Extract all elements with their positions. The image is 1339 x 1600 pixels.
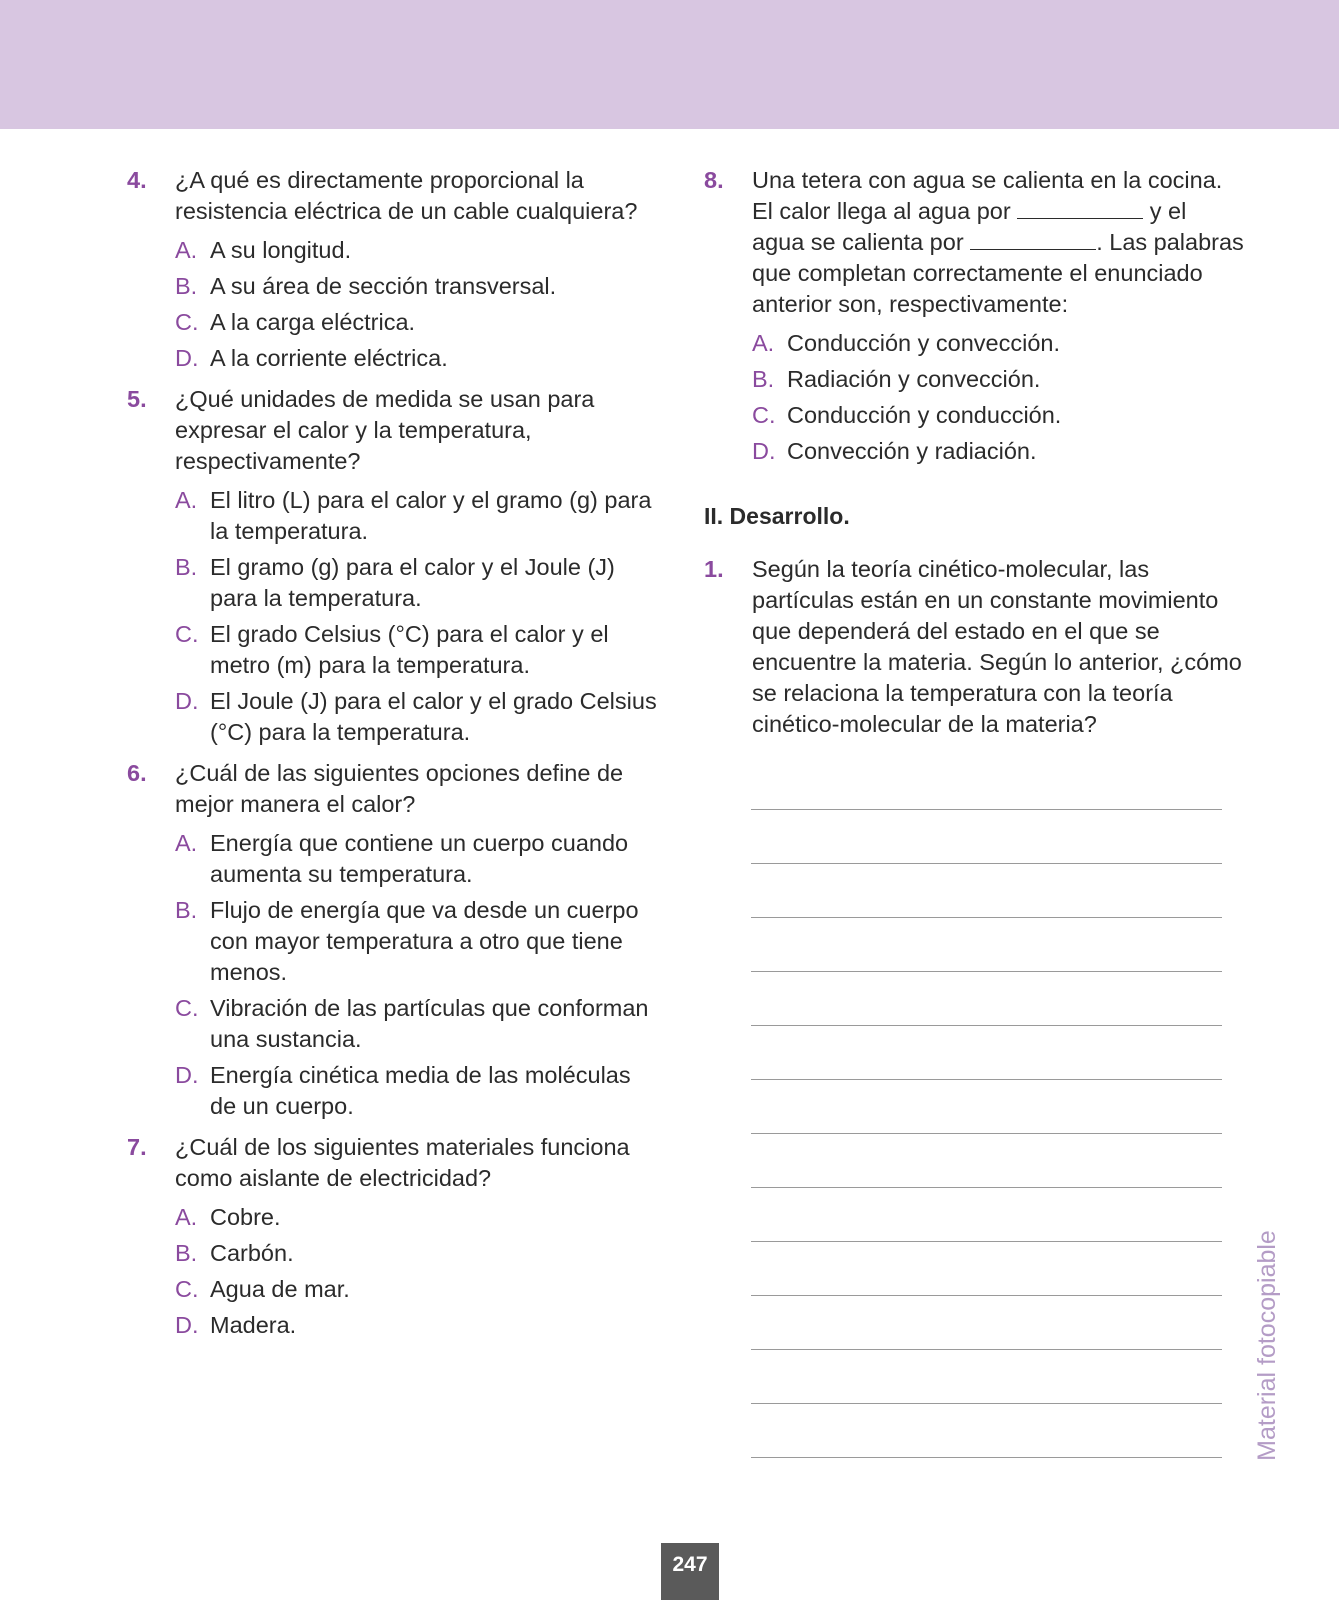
option-a [175,828,657,890]
option-c [752,400,1244,431]
option-d [175,1060,657,1122]
left-column [127,165,657,1346]
question-text: Según la teoría cinético-molecular, las partículas están en un constante movimiento que dependerá del estado en el que se encuentre la materia. Según lo anterior, ¿cómo se relaciona la temperatura con la teoría cinético-molecular de la materia? [752,556,1242,737]
answer-line[interactable] [751,918,1222,972]
option-letter: D. [175,345,199,371]
option-c [175,619,657,681]
option-letter: B. [175,1240,198,1266]
question-text-part-1: Una tetera con agua se calienta en la cocina. El calor llega al agua por [752,167,1223,224]
option-letter: D. [175,688,199,714]
fill-blank-1[interactable] [1017,199,1143,219]
option-letter: A. [175,1204,198,1230]
option-letter: A. [175,237,198,263]
section-title: II. Desarrollo. [704,503,850,529]
question-text: ¿Cuál de los siguientes materiales funciona como aislante de electricidad? [175,1134,630,1191]
question-4 [127,165,657,374]
option-letter: C. [175,995,199,1021]
option-text: A su área de sección transversal. [210,273,557,299]
option-text: A su longitud. [210,237,352,263]
question-text [752,165,1244,320]
option-text: Radiación y convección. [787,366,1041,392]
question-number: 4. [127,167,147,193]
answer-area[interactable] [751,756,1222,1458]
question-text: ¿Cuál de las siguientes opciones define de mejor manera el calor? [175,760,624,817]
options-list [175,1202,657,1341]
option-a [175,235,657,266]
side-label [1247,1229,1287,1461]
question-6 [127,758,657,1122]
option-text: Convección y radiación. [787,438,1037,464]
answer-line[interactable] [751,972,1222,1026]
option-text: El gramo (g) para el calor y el Joule (J) para la temperatura. [210,554,615,611]
question-number: 1. [704,556,724,582]
question-8 [704,165,1244,467]
option-text: Conducción y convección. [787,330,1061,356]
answer-line[interactable] [751,1296,1222,1350]
option-text: El grado Celsius (°C) para el calor y el metro (m) para la temperatura. [210,621,609,678]
question-text-part-3: . Las palabras que completan correctamente el enunciado anterior son, respectivamente: [752,229,1244,317]
option-text: Carbón. [210,1240,294,1266]
option-c [175,307,657,338]
option-text: El Joule (J) para el calor y el grado Celsius (°C) para la temperatura. [210,688,657,745]
answer-line[interactable] [751,1404,1222,1458]
option-text: Energía cinética media de las moléculas de un cuerpo. [210,1062,631,1119]
option-text: A la carga eléctrica. [210,309,416,335]
option-a [175,1202,657,1233]
option-b [175,552,657,614]
answer-line[interactable] [751,1188,1222,1242]
option-c [175,1274,657,1305]
fill-blank-2[interactable] [970,230,1096,250]
option-letter: C. [175,309,199,335]
option-a [752,328,1244,359]
option-c [175,993,657,1055]
option-letter: B. [175,897,198,923]
question-number: 5. [127,386,147,412]
option-letter: B. [175,273,198,299]
question-number: 8. [704,167,724,193]
option-b [175,1238,657,1269]
option-text: Conducción y conducción. [787,402,1062,428]
question-text: ¿Qué unidades de medida se usan para expresar el calor y la temperatura, respectivamente? [175,386,595,474]
option-b [752,364,1244,395]
answer-line[interactable] [751,810,1222,864]
option-text: Cobre. [210,1204,281,1230]
question-number: 7. [127,1134,147,1160]
option-text: Vibración de las partículas que conforman una sustancia. [210,995,649,1052]
answer-line[interactable] [751,1026,1222,1080]
option-letter: A. [752,330,775,356]
side-label-text: Material fotocopiable [1252,1229,1281,1461]
option-letter: D. [175,1312,199,1338]
option-letter: D. [175,1062,199,1088]
option-letter: C. [175,621,199,647]
option-letter: B. [175,554,198,580]
options-list [175,828,657,1122]
option-d [175,1310,657,1341]
option-letter: C. [175,1276,199,1302]
question-text: ¿A qué es directamente proporcional la resistencia eléctrica de un cable cualquiera? [175,167,638,224]
header-band [0,0,1339,129]
question-5 [127,384,657,748]
question-text-part-2: y el agua se calienta por [752,198,1187,255]
development-question-1 [704,554,1244,740]
question-7 [127,1132,657,1341]
options-list [752,328,1244,467]
option-a [175,485,657,547]
option-d [752,436,1244,467]
option-letter: A. [175,830,198,856]
option-letter: D. [752,438,776,464]
option-d [175,686,657,748]
option-b [175,271,657,302]
option-letter: A. [175,487,198,513]
answer-line[interactable] [751,1134,1222,1188]
option-text: Agua de mar. [210,1276,350,1302]
options-list [175,235,657,374]
question-number: 6. [127,760,147,786]
option-text: El litro (L) para el calor y el gramo (g) para la temperatura. [210,487,652,544]
option-text: Flujo de energía que va desde un cuerpo con mayor temperatura a otro que tiene menos. [210,897,639,985]
option-letter: C. [752,402,776,428]
option-text: A la corriente eléctrica. [210,345,448,371]
answer-line[interactable] [751,864,1222,918]
page-number: 247 [661,1543,719,1600]
options-list [175,485,657,748]
answer-line[interactable] [751,756,1222,810]
option-d [175,343,657,374]
option-text: Energía que contiene un cuerpo cuando aumenta su temperatura. [210,830,629,887]
right-column [704,165,1244,1458]
option-letter: B. [752,366,775,392]
answer-line[interactable] [751,1350,1222,1404]
answer-line[interactable] [751,1080,1222,1134]
option-b [175,895,657,988]
option-text: Madera. [210,1312,297,1338]
answer-line[interactable] [751,1242,1222,1296]
